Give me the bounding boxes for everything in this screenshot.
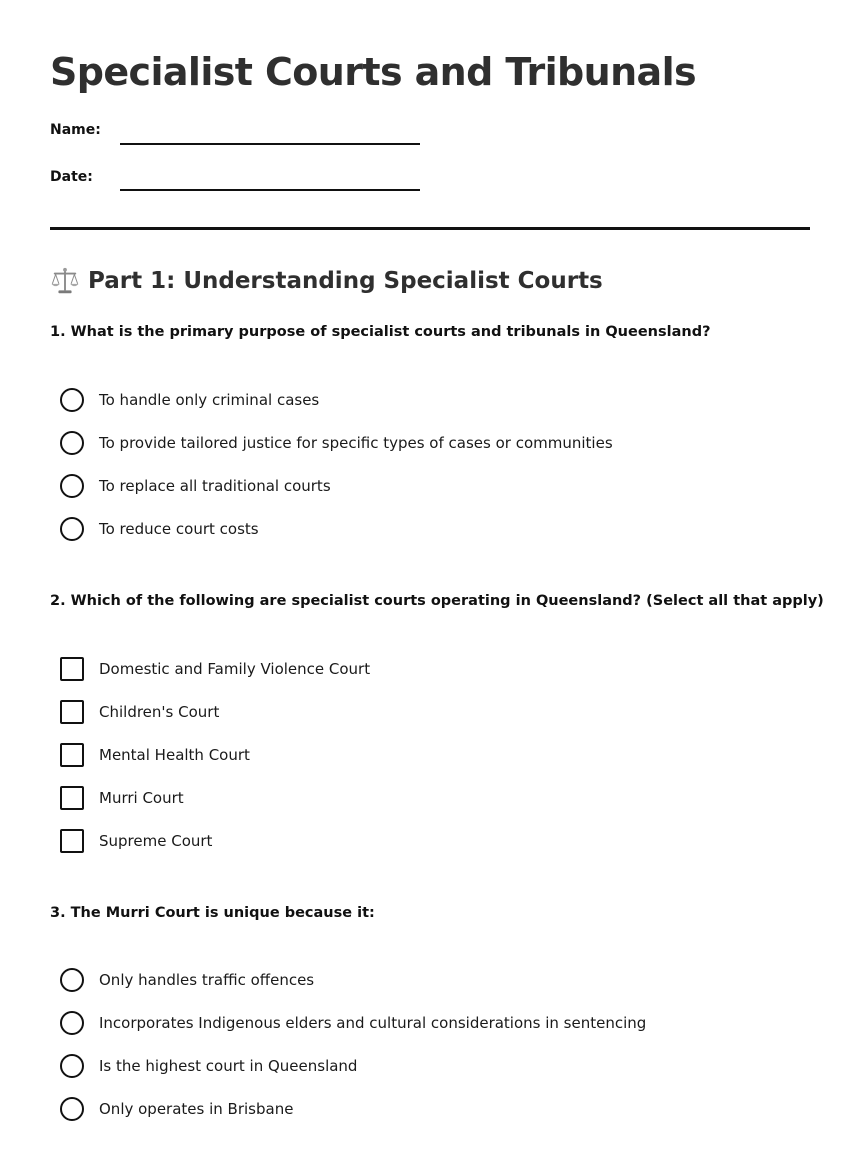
- radio-button[interactable]: [60, 474, 84, 498]
- option-label: Domestic and Family Violence Court: [99, 660, 371, 678]
- option-label: To reduce court costs: [99, 520, 259, 538]
- question-3: 3. The Murri Court is unique because it:: [50, 905, 375, 921]
- checkbox[interactable]: [60, 786, 84, 810]
- option-label: To handle only criminal cases: [99, 391, 320, 409]
- q1-option-2[interactable]: [60, 430, 613, 456]
- q2-option-3[interactable]: [60, 742, 250, 768]
- q3-option-2[interactable]: [60, 1010, 646, 1036]
- q1-option-1[interactable]: [60, 387, 319, 413]
- date-field[interactable]: [120, 189, 420, 191]
- section-heading-part-1: [50, 266, 603, 296]
- q1-option-3[interactable]: [60, 473, 331, 499]
- option-label: Is the highest court in Queensland: [99, 1057, 358, 1075]
- option-label: To replace all traditional courts: [99, 477, 331, 495]
- date-label: Date:: [50, 169, 93, 185]
- radio-button[interactable]: [60, 388, 84, 412]
- question-1: 1. What is the primary purpose of specialist courts and tribunals in Queensland?: [50, 324, 711, 340]
- option-label: Children's Court: [99, 703, 220, 721]
- checkbox[interactable]: [60, 657, 84, 681]
- q2-option-1[interactable]: [60, 656, 370, 682]
- question-2: 2. Which of the following are specialist courts operating in Queensland? (Select all that apply): [50, 593, 824, 609]
- radio-button[interactable]: [60, 968, 84, 992]
- q1-option-4[interactable]: [60, 516, 259, 542]
- option-label: Incorporates Indigenous elders and cultural considerations in sentencing: [99, 1014, 647, 1032]
- option-label: Supreme Court: [99, 832, 213, 850]
- checkbox[interactable]: [60, 743, 84, 767]
- header-divider: [50, 227, 810, 230]
- radio-button[interactable]: [60, 431, 84, 455]
- option-label: Only operates in Brisbane: [99, 1100, 294, 1118]
- radio-button[interactable]: [60, 1054, 84, 1078]
- q2-option-5[interactable]: [60, 828, 212, 854]
- checkbox[interactable]: [60, 700, 84, 724]
- option-label: Only handles traffic offences: [99, 971, 315, 989]
- name-label: Name:: [50, 122, 101, 138]
- q2-option-2[interactable]: [60, 699, 219, 725]
- option-label: Mental Health Court: [99, 746, 250, 764]
- q2-option-4[interactable]: [60, 785, 184, 811]
- section-heading-text: Part 1: Understanding Specialist Courts: [88, 268, 603, 294]
- checkbox[interactable]: [60, 829, 84, 853]
- radio-button[interactable]: [60, 517, 84, 541]
- q3-option-4[interactable]: [60, 1096, 293, 1122]
- q3-option-1[interactable]: [60, 967, 314, 993]
- radio-button[interactable]: [60, 1011, 84, 1035]
- balance-scale-icon: [50, 266, 80, 296]
- name-field[interactable]: [120, 143, 420, 145]
- q3-option-3[interactable]: [60, 1053, 357, 1079]
- option-label: Murri Court: [99, 789, 184, 807]
- page-title: Specialist Courts and Tribunals: [50, 50, 697, 94]
- radio-button[interactable]: [60, 1097, 84, 1121]
- option-label: To provide tailored justice for specific types of cases or communities: [99, 434, 613, 452]
